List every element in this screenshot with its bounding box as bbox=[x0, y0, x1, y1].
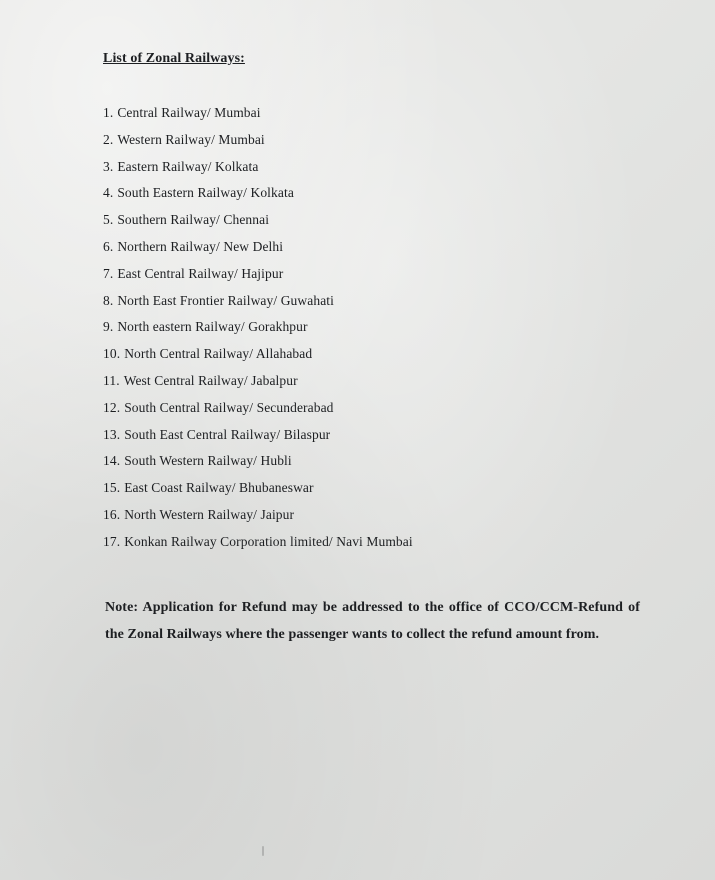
item-number: 14. bbox=[103, 453, 121, 469]
list-heading: List of Zonal Railways: bbox=[103, 51, 245, 66]
paper-speck bbox=[262, 846, 264, 856]
item-number: 15. bbox=[103, 480, 121, 496]
list-item bbox=[103, 131, 413, 158]
item-number: 13. bbox=[103, 426, 121, 442]
item-text: North East Frontier Railway/ Guwahati bbox=[117, 292, 334, 308]
list-item bbox=[103, 211, 413, 238]
list-item bbox=[103, 426, 413, 453]
item-text: Northern Railway/ New Delhi bbox=[117, 238, 284, 254]
list-item bbox=[103, 345, 413, 372]
list-item bbox=[103, 506, 413, 533]
list-item bbox=[103, 158, 413, 185]
item-number: 12. bbox=[103, 399, 121, 415]
item-text: North Western Railway/ Jaipur bbox=[124, 506, 295, 522]
list-item bbox=[103, 104, 413, 131]
item-number: 17. bbox=[103, 533, 121, 549]
item-number: 6. bbox=[103, 238, 114, 254]
list-item bbox=[103, 533, 413, 560]
item-number: 11. bbox=[103, 372, 120, 388]
item-text: South East Central Railway/ Bilaspur bbox=[124, 426, 331, 442]
list-item bbox=[103, 238, 413, 265]
item-text: Eastern Railway/ Kolkata bbox=[117, 158, 259, 174]
item-text: North Central Railway/ Allahabad bbox=[124, 346, 313, 362]
list-item bbox=[103, 184, 413, 211]
item-text: Central Railway/ Mumbai bbox=[117, 105, 261, 120]
item-text: Western Railway/ Mumbai bbox=[117, 131, 265, 147]
item-number: 3. bbox=[103, 158, 114, 174]
item-text: Southern Railway/ Chennai bbox=[117, 212, 270, 228]
item-number: 4. bbox=[103, 185, 114, 201]
list-item bbox=[103, 318, 413, 345]
item-text: West Central Railway/ Jabalpur bbox=[123, 372, 298, 388]
item-number: 10. bbox=[103, 346, 121, 362]
list-item bbox=[103, 292, 413, 319]
item-number: 16. bbox=[103, 506, 121, 522]
item-text: North eastern Railway/ Gorakhpur bbox=[117, 319, 308, 335]
item-number: 8. bbox=[103, 292, 114, 308]
item-text: South Eastern Railway/ Kolkata bbox=[117, 185, 294, 201]
item-text: East Coast Railway/ Bhubaneswar bbox=[124, 480, 314, 496]
item-number: 9. bbox=[103, 319, 114, 335]
list-item bbox=[103, 399, 413, 426]
list-item bbox=[103, 265, 413, 292]
zonal-railways-list bbox=[103, 104, 413, 560]
list-item bbox=[103, 479, 413, 506]
item-text: Konkan Railway Corporation limited/ Navi Mumbai bbox=[124, 533, 413, 549]
item-number: 5. bbox=[103, 212, 114, 228]
list-item bbox=[103, 372, 413, 399]
item-text: South Central Railway/ Secunderabad bbox=[124, 399, 334, 415]
item-number: 7. bbox=[103, 265, 114, 281]
refund-note: Note: Application for Refund may be addressed to the office of CCO/CCM-Refund of the Zonal Railways where the passenger wants to collect the refund amount from. bbox=[105, 600, 640, 642]
list-item bbox=[103, 452, 413, 479]
item-number: 1. bbox=[103, 105, 114, 120]
item-number: 2. bbox=[103, 131, 114, 147]
item-text: East Central Railway/ Hajipur bbox=[117, 265, 284, 281]
item-text: South Western Railway/ Hubli bbox=[124, 453, 292, 469]
